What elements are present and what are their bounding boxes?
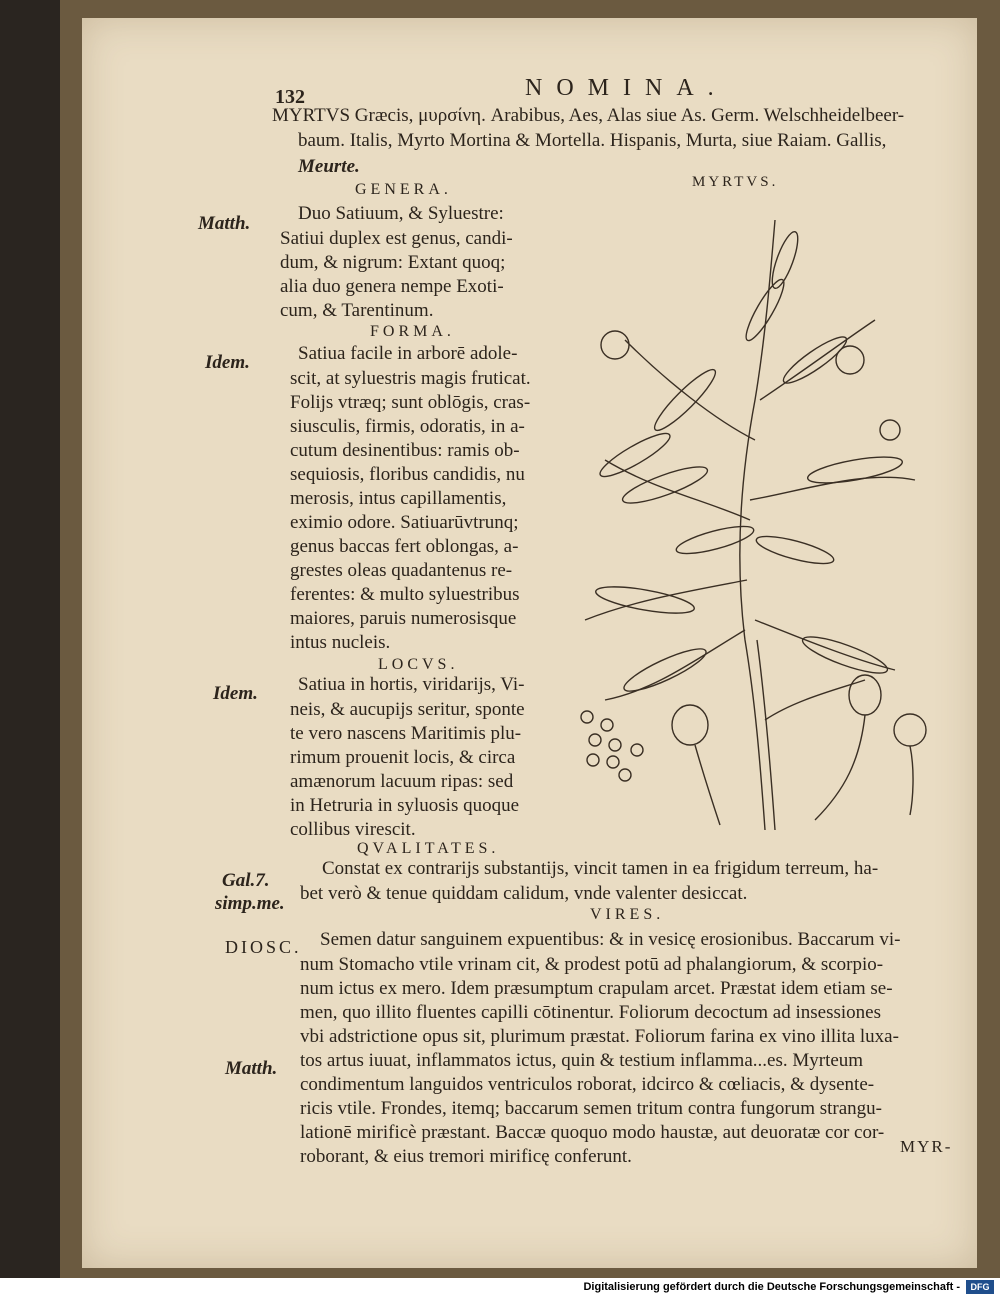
qualitates-line: bet verò & tenue quiddam calidum, vnde valenter desiccat. xyxy=(300,883,748,904)
locus-line: in Hetruria in syluosis quoque xyxy=(290,795,520,816)
margin-note: simp.me. xyxy=(215,893,285,914)
section-heading-locus: LOCVS. xyxy=(378,656,459,673)
locus-line: te vero nascens Maritimis plu- xyxy=(290,723,522,744)
myrtle-woodcut-illustration xyxy=(565,200,955,840)
dfg-logo-icon: DFG xyxy=(966,1280,994,1294)
forma-line: siusculis, firmis, odoratis, in a- xyxy=(290,416,525,437)
locus-line: collibus virescit. xyxy=(290,819,416,840)
nomina-line: Meurte. xyxy=(298,156,360,177)
margin-note: Matth. xyxy=(198,213,251,234)
vires-line: Semen datur sanguinem expuentibus: & in vesicę erosionibus. Baccarum vi- xyxy=(320,929,901,950)
forma-line: cutum desinentibus: ramis ob- xyxy=(290,440,520,461)
genera-line: Satiui duplex est genus, candi- xyxy=(280,228,513,249)
genera-line: dum, & nigrum: Extant quoq; xyxy=(280,252,506,273)
vires-line: num Stomacho vtile vrinam cit, & prodest potū ad phalangiorum, & scorpio- xyxy=(300,954,884,975)
vires-line: roborant, & eius tremori mirificę conferunt. xyxy=(300,1146,632,1167)
running-head: NOMINA. xyxy=(525,75,728,101)
vires-line: men, quo illito fluentes capilli cōtinentur. Foliorum decoctum ad insessiones xyxy=(300,1002,881,1023)
page-number: 132 xyxy=(275,86,305,108)
margin-note: DIOSC. xyxy=(225,937,302,957)
margin-note: Gal.7. xyxy=(222,870,270,891)
vires-line: vbi adstrictione opus sit, plurimum præstat. Foliorum farina ex vino illita luxa- xyxy=(300,1026,899,1047)
nomina-line: baum. Italis, Myrto Mortina & Mortella. Hispanis, Murta, siue Raiam. Gallis, xyxy=(298,130,887,151)
catchword: MYR- xyxy=(900,1137,953,1156)
vires-line: tos artus iuuat, inflammatos ictus, quin & testium inflamma...es. Myrteum xyxy=(300,1050,864,1071)
section-heading-forma: FORMA. xyxy=(370,323,455,340)
locus-line: neis, & aucupijs seritur, sponte xyxy=(290,699,525,720)
funding-notice: Digitalisierung gefördert durch die Deutsche Forschungsgemeinschaft - xyxy=(583,1281,960,1293)
section-heading-vires: VIRES. xyxy=(590,906,665,923)
forma-line: Satiua facile in arborē adole- xyxy=(298,343,518,364)
locus-line: amænorum lacuum ripas: sed xyxy=(290,771,514,792)
vires-line: lationē mirificè præstant. Baccæ quoquo modo haustæ, aut deuoratæ cor cor- xyxy=(300,1122,885,1143)
section-heading-genera: GENERA. xyxy=(355,181,452,198)
forma-line: scit, at syluestris magis fruticat. xyxy=(290,368,531,389)
forma-line: ferentes: & multo syluestribus xyxy=(290,584,520,605)
genera-line: Duo Satiuum, & Syluestre: xyxy=(298,203,504,224)
forma-line: grestes oleas quadantenus re- xyxy=(290,560,513,581)
genera-line: cum, & Tarentinum. xyxy=(280,300,434,321)
forma-line: merosis, intus capillamentis, xyxy=(290,488,507,509)
margin-note: Idem. xyxy=(205,352,250,373)
qualitates-line: Constat ex contrarijs substantijs, vincit tamen in ea frigidum terreum, ha- xyxy=(322,858,879,879)
margin-note: Idem. xyxy=(213,683,258,704)
forma-line: sequiosis, floribus candidis, nu xyxy=(290,464,525,485)
forma-line: eximio odore. Satiuarūvtrunq; xyxy=(290,512,519,533)
vires-line: num ictus ex mero. Idem præsumptum crapulam arcet. Præstat idem etiam se- xyxy=(300,978,893,999)
margin-note: Matth. xyxy=(225,1058,278,1079)
vires-line: condimentum languidos ventriculos roborat, idcirco & cœliacis, & dysente- xyxy=(300,1074,875,1095)
nomina-line: MYRTVS Græcis, μυρσίνη. Arabibus, Aes, Alas siue As. Germ. Welschheidelbeer- xyxy=(272,105,905,126)
plate-caption: MYRTVS. xyxy=(692,174,779,190)
genera-line: alia duo genera nempe Exoti- xyxy=(280,276,504,297)
locus-line: Satiua in hortis, viridarijs, Vi- xyxy=(298,674,525,695)
forma-line: maiores, paruis numerosisque xyxy=(290,608,517,629)
forma-line: genus baccas fert oblongas, a- xyxy=(290,536,519,557)
forma-line: intus nucleis. xyxy=(290,632,391,653)
footer-bar xyxy=(0,1278,1000,1297)
section-heading-qualitates: QVALITATES. xyxy=(357,840,500,857)
locus-line: rimum prouenit locis, & circa xyxy=(290,747,516,768)
vires-line: ricis vtile. Frondes, itemq; baccarum semen tritum contra fungorum strangu- xyxy=(300,1098,882,1119)
forma-line: Folijs vtræq; sunt oblōgis, cras- xyxy=(290,392,531,413)
